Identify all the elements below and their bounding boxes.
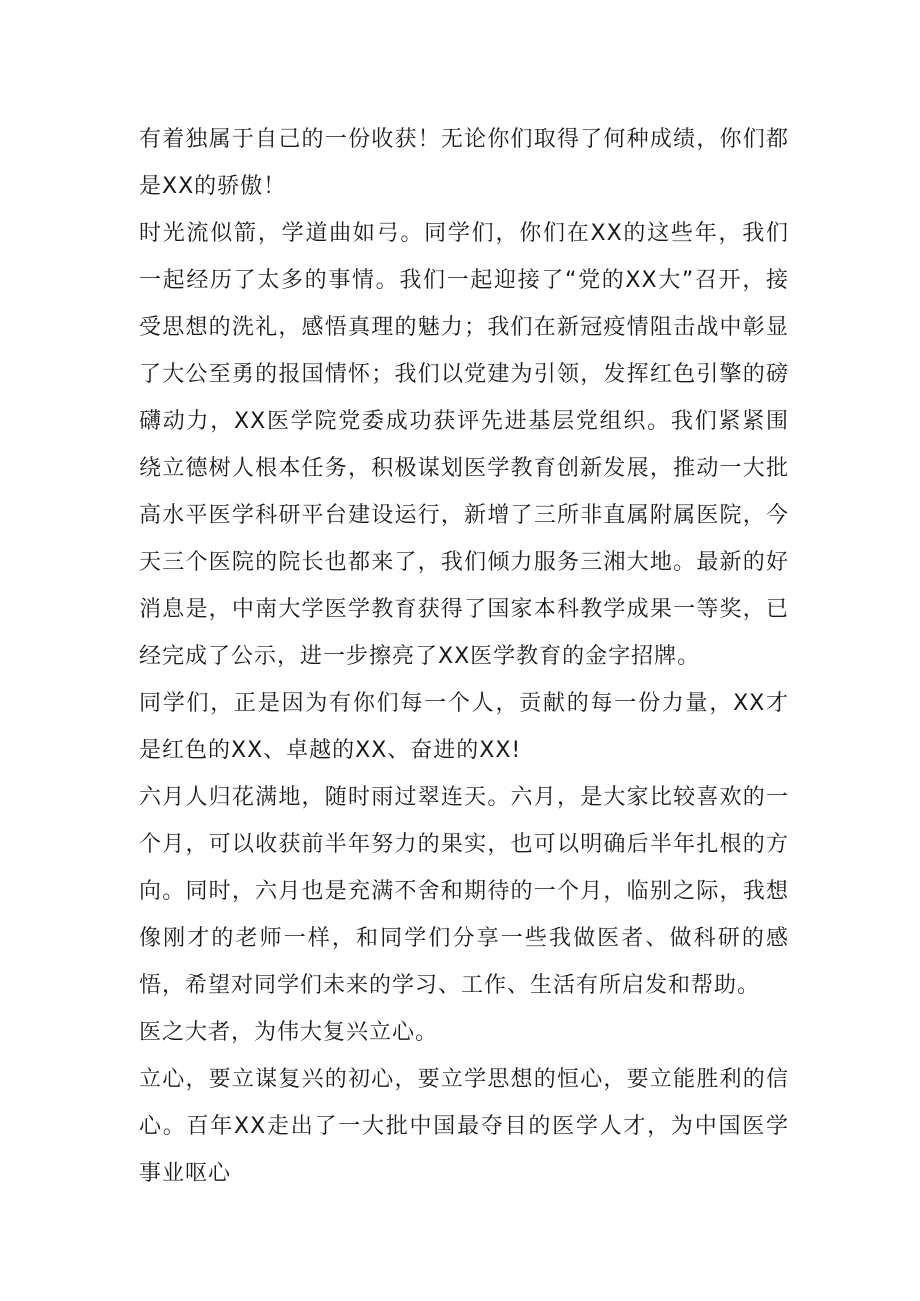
document-body xyxy=(139,116,789,1197)
paragraph-5: 医之大者，为伟大复兴立心。 xyxy=(139,1020,439,1045)
paragraph-4: 六月人归花满地，随时雨过翠连天。六月，是大家比较喜欢的一个月，可以收获前半年努力的果实，也可以明确后半年扎根的方向。同时，六月也是充满不舍和期待的一个月，临别之际，我想像刚才的老师一样，和同学们分享一些我做医者、做科研的感悟，希望对同学们未来的学习、工作、生活有所启发和帮助。 xyxy=(139,785,789,998)
paragraph-6: 立心，要立谋复兴的初心，要立学思想的恒心，要立能胜利的信心。百年XX走出了一大批中国最夺目的医学人才，为中国医学事业呕心 xyxy=(139,1067,789,1186)
paragraph-2: 时光流似箭，学道曲如弓。同学们，你们在XX的这些年，我们一起经历了太多的事情。我们一起迎接了“党的XX大”召开，接受思想的洗礼，感悟真理的魅力；我们在新冠疫情阻击战中彰显了大公至勇的报国情怀；我们以党建为引领，发挥红色引擎的磅礴动力，XX医学院党委成功获评先进基层党组织。我们紧紧围绕立德树人根本任务，积极谋划医学教育创新发展，推动一大批高水平医学科研平台建设运行，新增了三所非直属附属医院，今天三个医院的院长也都来了，我们倾力服务三湘大地。最新的好消息是，中南大学医学教育获得了国家本科教学成果一等奖，已经完成了公示，进一步擦亮了XX医学教育的金字招牌。 xyxy=(139,221,789,669)
paragraph-1: 有着独属于自己的一份收获！无论你们取得了何种成绩，你们都是XX的骄傲！ xyxy=(139,127,789,199)
paragraph-3: 同学们，正是因为有你们每一个人，贡献的每一份力量，XX才是红色的XX、卓越的XX、奋进的XX! xyxy=(139,691,789,763)
